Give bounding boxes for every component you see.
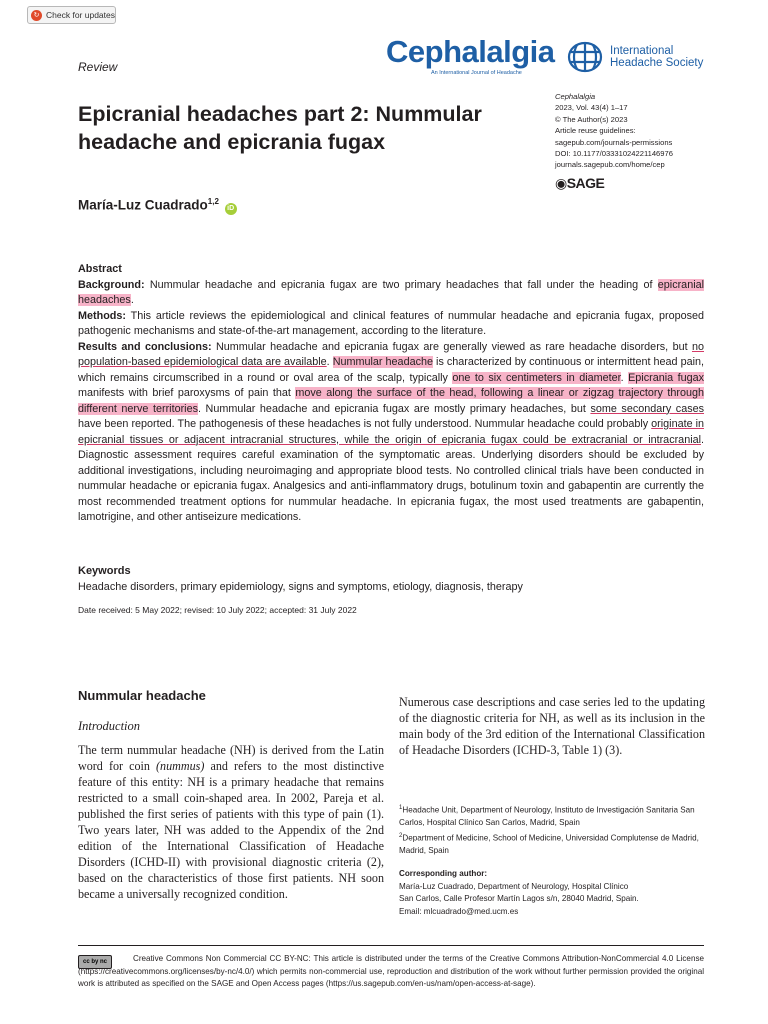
check-for-updates-label: Check for updates — [46, 10, 115, 20]
highlight[interactable]: move along the surface of the head, following a linear or zigzag trajectory through different nerve territories — [78, 387, 704, 415]
society-line-2: Headache Society — [610, 57, 704, 69]
article-dates: Date received: 5 May 2022; revised: 10 July 2022; accepted: 31 July 2022 — [78, 605, 357, 615]
underline-annotation[interactable]: no population-based epidemiological data are available — [78, 340, 704, 368]
section-title: Nummular headache — [78, 688, 206, 703]
society-line-1: International — [610, 45, 674, 57]
affiliations: $^1$Headache Unit, Department of Neurology, Instituto de Investigación Sanitaria San Carlos, Hospital Clínico San Carlos, Madrid, Spain $^2$Department of Medicine, School of Medicine, Universidad Complutense de Madrid, Madrid, Spain — [399, 805, 699, 855]
society-name — [610, 45, 703, 69]
author-affiliation-sup: 1,2 — [207, 197, 219, 206]
underline-annotation[interactable]: originate in epicranial tissues or adjacent intracranial structures, while the origin of epicrania fugax could be extracranial or intracranial — [78, 418, 705, 446]
corresponding-author: Corresponding author: María-Luz Cuadrado, Department of Neurology, Hospital Clínico San Carlos, Calle Profesor Martín Lagos s/n, 28040 Madrid, Spain. Email: mlcuadrado@med.ucm.es — [399, 868, 709, 918]
abstract-background: Background: Nummular headache and epicrania fugax are two primary headaches that fall under the heading of epicranial headaches. — [78, 278, 704, 306]
abstract — [78, 262, 704, 526]
keywords-heading: Keywords — [78, 565, 131, 577]
sage-logo — [555, 175, 604, 192]
abstract-heading: Abstract — [78, 263, 122, 275]
body-column-2: Numerous case descriptions and case series led to the updating of the diagnostic criteria for NH, as well as its inclusion in the main body of the 3rd edition of the International Classification of Headache Disorders (ICHD-3, Table 1) (3). — [399, 695, 705, 757]
meta-journal: Cephalalgia — [555, 92, 596, 101]
ihs-logo-icon — [566, 40, 604, 74]
keywords-text: Headache disorders, primary epidemiology, signs and symptoms, etiology, diagnosis, therapy — [78, 581, 523, 593]
abstract-methods: Methods: This article reviews the epidemiological and clinical features of nummular headache and epicrania fugax, proposed pathogenic mechanisms and state-of-the-art management, according to the literature. — [78, 309, 704, 337]
orcid-icon[interactable]: iD — [225, 203, 237, 215]
meta-volume: 2023, Vol. 43(4) 1–17 — [555, 103, 628, 113]
journal-tagline: An International Journal of Headache — [431, 70, 522, 76]
meta-home-link[interactable]: journals.sagepub.com/home/cep — [555, 160, 665, 170]
license-text: Creative Commons Non Commercial CC BY-NC: This article is distributed under the terms of the Creative Commons Attribution-NonCommercial 4.0 License (https://creativecommons.org/licenses/by-nc/4.0/) which permits non-commercial use, reproduction and distribution of the work without further permission provided the original work is attributed as specified on the SAGE and Open Access pages (https://us.sagepub.com/en-us/nam/open-access-at-sage). — [78, 954, 704, 989]
cc-license-icon: cc by nc — [78, 955, 112, 969]
sage-icon: ◉ — [555, 175, 567, 191]
meta-copyright: © The Author(s) 2023 — [555, 114, 628, 124]
highlight[interactable]: one to six centimeters in diameter — [452, 371, 621, 384]
highlight[interactable]: epicranial headaches — [78, 278, 704, 306]
article-type: Review — [78, 60, 118, 74]
author — [78, 197, 237, 215]
journal-logo: Cephalalgia — [386, 34, 555, 69]
abstract-results: Results and conclusions: Nummular headache and epicrania fugax are generally viewed as rare headache disorders, but no population-based epidemiological data are available. Nummular headache is characterized by continuous or intermittent head pain, which remains circumscribed in a round or oval area of the scalp, typically one to six centimeters in diameter. Epicrania fugax manifests with brief paroxysms of pain that move along the surface of the head, following a linear or zigzag trajectory through different nerve territories. Nummular headache and epicrania fugax are mostly primary headaches, but some secondary cases have been reported. The pathogenesis of these headaches is not fully understood. Nummular headache could probably originate in epicranial tissues or adjacent intracranial structures, while the origin of epicrania fugax could be extracranial or intracranial. Diagnostic assessment requires careful examination of the symptomatic areas. Underlying disorders should be excluded by additional investigations, including neuroimaging and appropriate blood tests. No controlled clinical trials have been conducted in nummular headache or epicrania fugax. Analgesics and anti-inflammatory drugs, botulinum toxin and gabapentin are currently the most recommended treatment options for nummular headache. In epicrania fugax, the most used treatments are gabapentin, lamotrigine, and other antiseizure medications. — [78, 340, 705, 523]
check-for-updates-badge[interactable] — [27, 6, 116, 24]
corresponding-email[interactable]: Email: mlcuadrado@med.ucm.es — [399, 906, 519, 916]
meta-reuse: Article reuse guidelines: — [555, 126, 636, 136]
article-meta — [555, 91, 673, 171]
sage-label: SAGE — [566, 175, 605, 191]
subsection-title: Introduction — [78, 719, 141, 733]
article-title: Epicranial headaches part 2: Nummular headache and epicrania fugax — [78, 102, 482, 154]
meta-doi[interactable]: DOI: 10.1177/03331024221146976 — [555, 149, 673, 159]
refresh-icon: ↻ — [31, 10, 42, 21]
highlight[interactable]: Epicrania fugax — [628, 371, 704, 384]
meta-reuse-link[interactable]: sagepub.com/journals-permissions — [555, 137, 673, 147]
footer-divider — [78, 945, 704, 946]
underline-annotation[interactable]: some secondary cases — [590, 402, 705, 415]
body-column-1: The term nummular headache (NH) is derived from the Latin word for coin (nummus) and refers to the most distinctive feature of this entity: NH is a primary headache that remains restricted to a small coin-shaped area. In 2002, Pareja et al. published the first series of patients with this type of pain (1). Two years later, NH was added to the Appendix of the 2nd edition of the International Classification of Headache Disorders (ICHD-II) with provisional diagnostic criteria (2), based on the characteristics of those first patients. NH soon became a universally recognized condition. — [78, 743, 384, 901]
author-name[interactable]: María-Luz Cuadrado — [78, 197, 208, 213]
highlight[interactable]: Nummular headache — [332, 356, 433, 368]
